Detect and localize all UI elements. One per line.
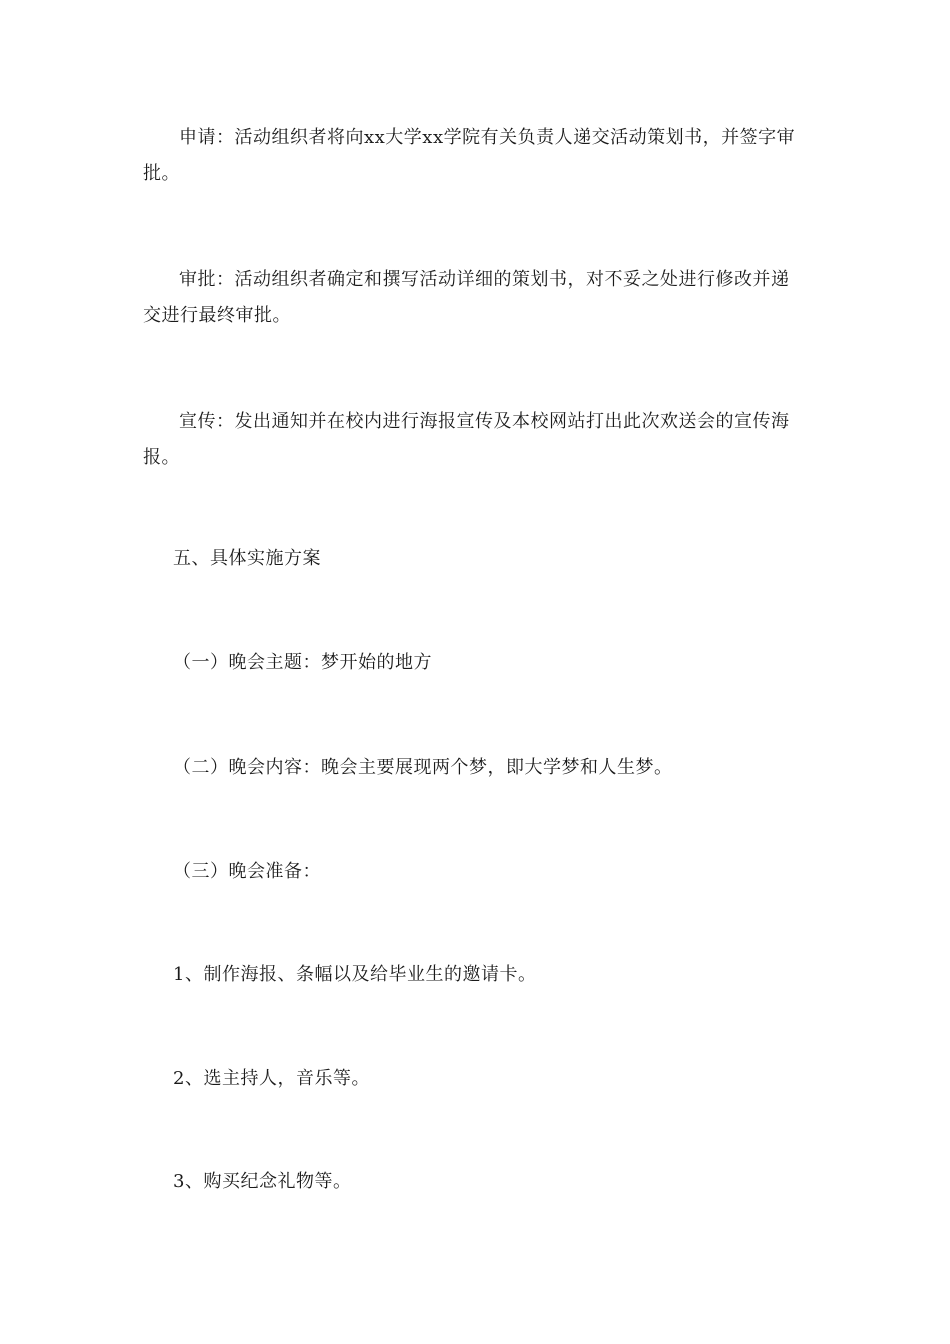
paragraph-application: 申请：活动组织者将向xx大学xx学院有关负责人递交活动策划书，并签字审批。 xyxy=(143,127,796,184)
paragraph-publicity: 宣传：发出通知并在校内进行海报宣传及本校网站打出此次欢送会的宣传海报。 xyxy=(143,411,790,468)
paragraph-approval: 审批：活动组织者确定和撰写活动详细的策划书，对不妥之处进行修改并递交进行最终审批。 xyxy=(143,269,790,326)
section-heading: 五、具体实施方案 xyxy=(173,548,321,569)
list-item: 3、购买纪念礼物等。 xyxy=(173,1171,352,1192)
list-item: 1、制作海报、条幅以及给毕业生的邀请卡。 xyxy=(173,964,537,985)
list-item: 2、选主持人，音乐等。 xyxy=(173,1068,370,1089)
subsection-content: （二）晚会内容：晚会主要展现两个梦，即大学梦和人生梦。 xyxy=(173,757,673,778)
subsection-preparation: （三）晚会准备： xyxy=(173,861,321,882)
subsection-theme: （一）晚会主题：梦开始的地方 xyxy=(173,652,432,673)
